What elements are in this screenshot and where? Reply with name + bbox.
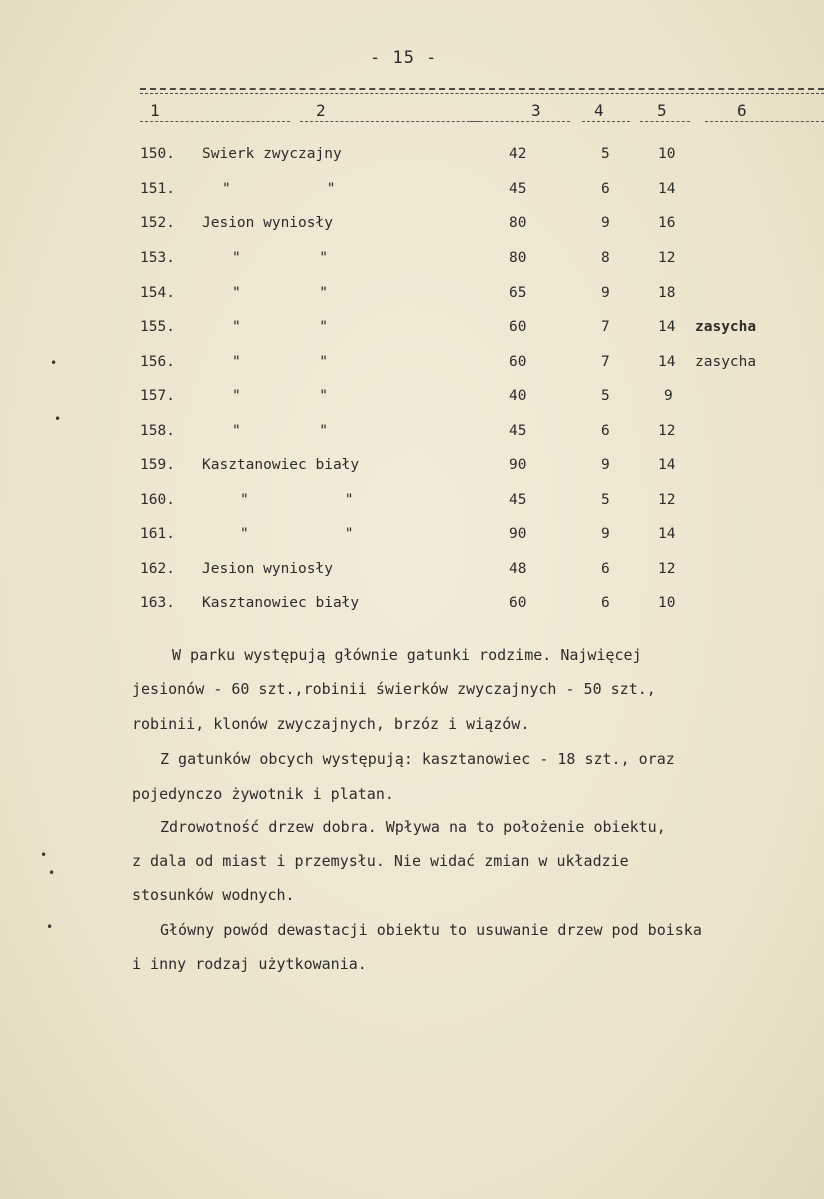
column-5-value: 12 [658, 492, 676, 508]
margin-dot: • [48, 866, 56, 880]
column-3-value: 60 [509, 319, 527, 335]
column-5-value: 14 [658, 526, 676, 542]
row-number: 160. [140, 492, 175, 508]
top-rule [140, 88, 824, 90]
column-4-value: 5 [601, 492, 610, 508]
column-5-value: 18 [658, 285, 676, 301]
species-name: Jesion wyniosły [202, 561, 333, 577]
species-name: " " [232, 423, 329, 439]
species-name: Kasztanowiec biały [202, 457, 360, 473]
species-name: " " [232, 285, 329, 301]
column-4-value: 6 [601, 595, 610, 611]
row-number: 161. [140, 526, 175, 542]
column-3-value: 45 [509, 423, 527, 439]
table-row [0, 146, 824, 180]
species-name: " " [240, 492, 354, 508]
paragraph-line: robinii, klonów zwyczajnych, brzóz i wiązów. [132, 715, 530, 733]
margin-dot: • [40, 848, 48, 862]
table-row [0, 388, 824, 422]
column-4-value: 5 [601, 146, 610, 162]
margin-dot: • [54, 412, 62, 426]
header-rule-6 [705, 121, 824, 122]
column-4-value: 6 [601, 423, 610, 439]
row-number: 157. [140, 388, 175, 404]
column-3-value: 45 [509, 492, 527, 508]
column-3-value: 40 [509, 388, 527, 404]
column-3-value: 45 [509, 181, 527, 197]
paragraph-line: pojedynczo żywotnik i platan. [132, 785, 394, 803]
row-number: 162. [140, 561, 175, 577]
column-3-value: 60 [509, 595, 527, 611]
column-3-value: 90 [509, 526, 527, 542]
row-number: 163. [140, 595, 175, 611]
paragraph-line: W parku występują głównie gatunki rodzime. Najwięcej [172, 646, 642, 664]
top-rule-secondary [140, 93, 824, 94]
row-number: 153. [140, 250, 175, 266]
species-name: " " [232, 319, 329, 335]
column-3-value: 42 [509, 146, 527, 162]
column-header-3: 3 [531, 101, 541, 120]
paragraph-line: z dala od miast i przemysłu. Nie widać zmian w układzie [132, 852, 629, 870]
species-name: " " [240, 526, 354, 542]
column-4-value: 5 [601, 388, 610, 404]
column-4-value: 8 [601, 250, 610, 266]
species-name: Jesion wyniosły [202, 215, 333, 231]
column-5-value: 14 [658, 181, 676, 197]
column-header-5: 5 [657, 101, 667, 120]
column-3-value: 65 [509, 285, 527, 301]
margin-dot: • [50, 356, 58, 370]
column-5-value: 10 [658, 146, 676, 162]
column-4-value: 9 [601, 285, 610, 301]
species-name: " " [232, 354, 329, 370]
column-4-value: 7 [601, 354, 610, 370]
paragraph-line: jesionów - 60 szt.,robinii świerków zwyczajnych - 50 szt., [132, 680, 656, 698]
species-name: Kasztanowiec biały [202, 595, 360, 611]
table-row [0, 215, 824, 249]
row-number: 155. [140, 319, 175, 335]
column-5-value: 14 [658, 354, 676, 370]
column-header-2: 2 [316, 101, 326, 120]
header-rule-4 [582, 121, 630, 122]
column-3-value: 80 [509, 215, 527, 231]
column-5-value: 14 [658, 319, 676, 335]
row-number: 152. [140, 215, 175, 231]
row-number: 154. [140, 285, 175, 301]
column-5-value: 14 [658, 457, 676, 473]
column-4-value: 7 [601, 319, 610, 335]
column-5-value: 9 [664, 388, 673, 404]
column-4-value: 6 [601, 561, 610, 577]
page-number: - 15 - [370, 48, 438, 68]
table-row [0, 181, 824, 215]
row-number: 156. [140, 354, 175, 370]
paragraph-line: Główny powód dewastacji obiektu to usuwanie drzew pod boiska [160, 921, 702, 939]
column-5-value: 10 [658, 595, 676, 611]
table-row [0, 319, 824, 353]
column-3-value: 60 [509, 354, 527, 370]
table-row [0, 250, 824, 284]
paragraph-line: Z gatunków obcych występują: kasztanowiec - 18 szt., oraz [160, 750, 675, 768]
column-4-value: 9 [601, 457, 610, 473]
column-5-value: 12 [658, 250, 676, 266]
margin-dot: • [46, 920, 54, 934]
column-3-value: 80 [509, 250, 527, 266]
table-row [0, 595, 824, 629]
species-name: " " [232, 250, 329, 266]
column-header-6: 6 [737, 101, 747, 120]
column-4-value: 9 [601, 215, 610, 231]
header-rule-5 [640, 121, 690, 122]
paragraph-line: Zdrowotność drzew dobra. Wpływa na to położenie obiektu, [160, 818, 666, 836]
column-header-4: 4 [594, 101, 604, 120]
table-row [0, 526, 824, 560]
column-5-value: 12 [658, 561, 676, 577]
column-6-note: zasycha [695, 319, 757, 335]
table-row [0, 354, 824, 388]
column-4-value: 9 [601, 526, 610, 542]
species-name: Swierk zwyczajny [202, 146, 342, 162]
row-number: 159. [140, 457, 175, 473]
column-3-value: 90 [509, 457, 527, 473]
column-5-value: 16 [658, 215, 676, 231]
table-row [0, 285, 824, 319]
column-6-note: zasycha [695, 354, 757, 370]
table-row [0, 561, 824, 595]
species-name: " " [222, 181, 336, 197]
header-rule-3 [470, 121, 570, 122]
column-header-1: 1 [150, 101, 160, 120]
row-number: 158. [140, 423, 175, 439]
header-rule-1 [140, 121, 290, 122]
species-name: " " [232, 388, 329, 404]
row-number: 150. [140, 146, 175, 162]
table-row [0, 492, 824, 526]
header-rule-2 [300, 121, 480, 122]
paragraph-line: stosunków wodnych. [132, 886, 295, 904]
column-4-value: 6 [601, 181, 610, 197]
row-number: 151. [140, 181, 175, 197]
table-row [0, 457, 824, 491]
column-5-value: 12 [658, 423, 676, 439]
paragraph-line: i inny rodzaj użytkowania. [132, 955, 367, 973]
column-3-value: 48 [509, 561, 527, 577]
table-row [0, 423, 824, 457]
